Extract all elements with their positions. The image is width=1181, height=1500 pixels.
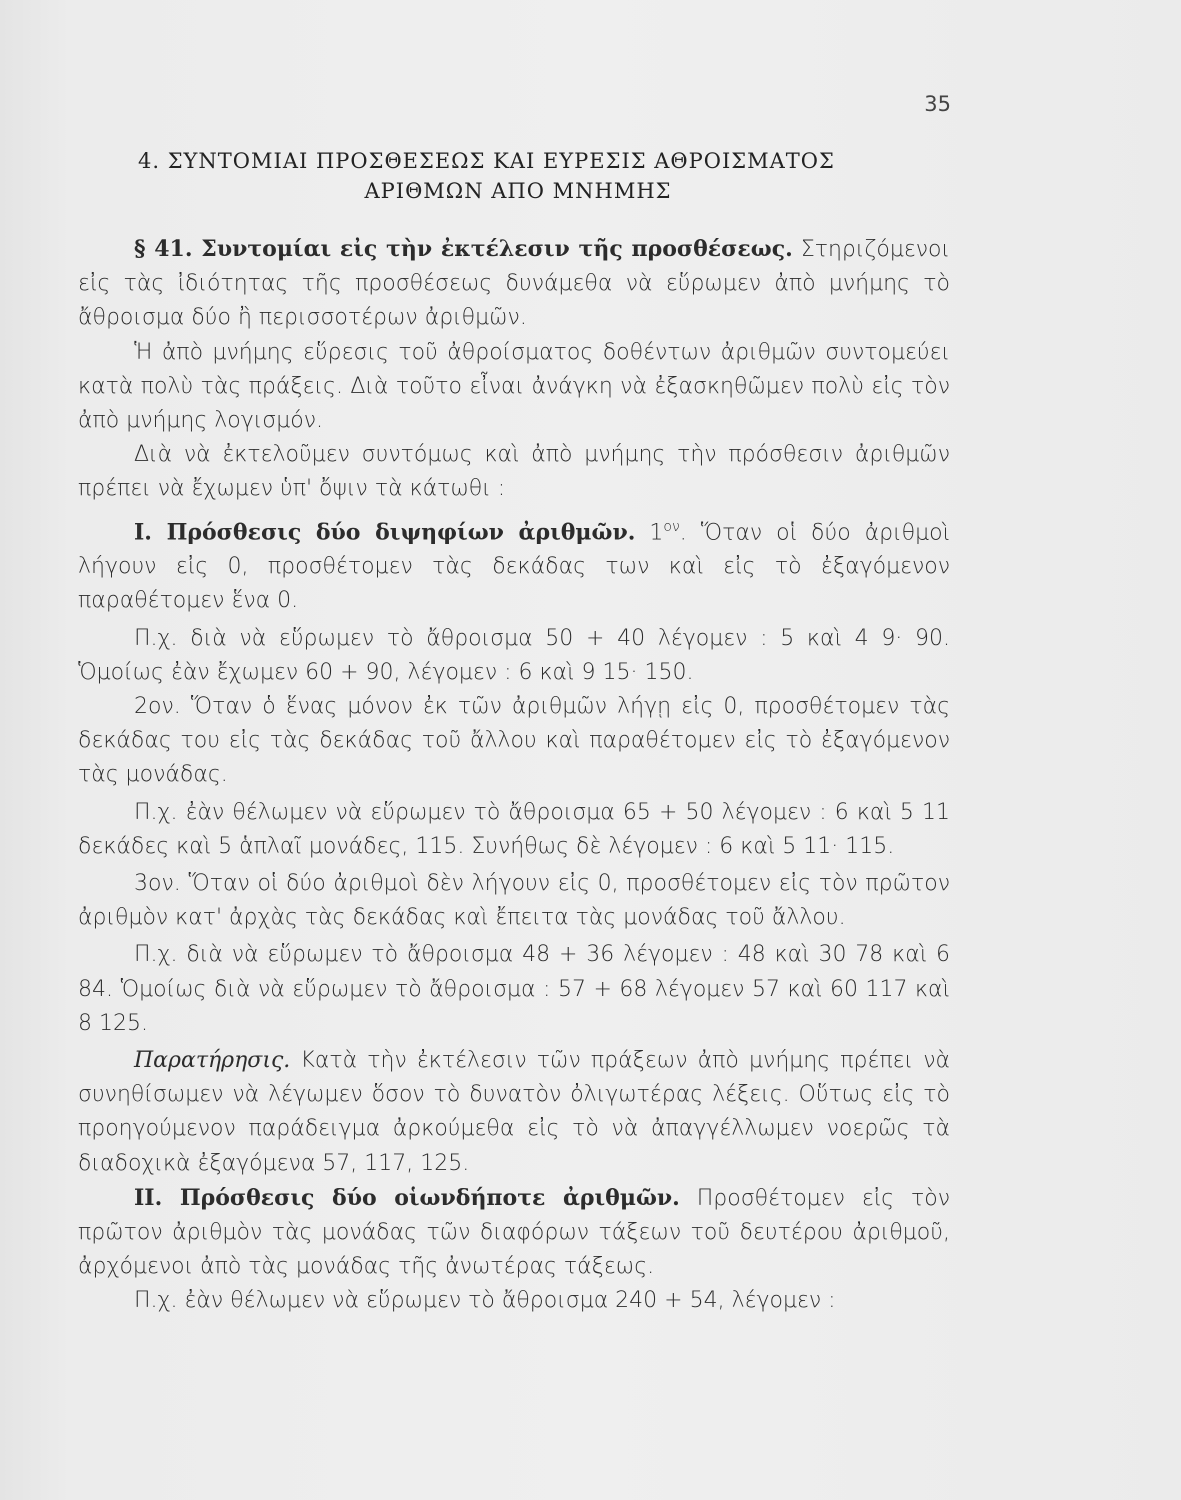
paragraph — [78, 1181, 950, 1285]
heading-line-2: ΑΡΙΘΜΩΝ ΑΠΟ ΜΝΗΜΗΣ — [364, 179, 672, 203]
paragraph: Διὰ νὰ ἐκτελοῦμεν συντόμως καὶ ἀπὸ μνήμης τὴν πρόσθεσιν ἀριθμῶν πρέπει νὰ ἔχωμεν ὑπ' ὄψιν τὰ κάτωθι : — [78, 442, 950, 502]
chapter-heading — [138, 146, 908, 206]
section-title: § 41. Συντομίαι εἰς τὴν ἐκτέλεσιν τῆς προσθέσεως. — [134, 236, 793, 262]
remark-title: Παρατήρησις. — [134, 1048, 291, 1073]
paragraph: Π.χ. ἐὰν θέλωμεν νὰ εὕρωμεν τὸ ἄθροισμα 65 + 50 λέγομεν : 6 καὶ 5 11 δεκάδες καὶ 5 ἁπλαῖ μονάδες, 115. Συνήθως δὲ λέγομεν : 6 καὶ 5 11· 115. — [78, 799, 950, 859]
ordinal-superscript: ον — [663, 518, 680, 535]
body-text — [78, 232, 950, 1319]
paragraph — [78, 510, 950, 619]
paragraph — [78, 1044, 950, 1181]
paragraph-text: Κατὰ τὴν ἐκτέλεσιν τῶν πράξεων ἀπὸ μνήμης πρέπει νὰ συνηθίσωμεν νὰ λέγωμεν ὅσον τὸ δυνατὸν ὀλιγωτέρας λέξεις. Οὕτως εἰς τὸ προηγούμενον παράδειγμα ἀρκούμεθα εἰς τὸ νὰ ἀπαγγέλλωμεν νοερῶς τὰ διαδοχικὰ ἐξαγόμενα 57, 117, 125. — [78, 1048, 950, 1176]
page-number: 35 — [924, 92, 951, 116]
paragraph: Π.χ. διὰ νὰ εὕρωμεν τὸ ἄθροισμα 50 + 40 λέγομεν : 5 καὶ 4 9· 90. Ὁμοίως ἐὰν ἔχωμεν 60 + 90, λέγομεν : 6 καὶ 9 15· 150. — [78, 625, 950, 685]
paragraph: Π.χ. ἐὰν θέλωμεν νὰ εὕρωμεν τὸ ἄθροισμα 240 + 54, λέγομεν : — [134, 1288, 836, 1314]
paragraph: 2ον. Ὅταν ὁ ἕνας μόνον ἐκ τῶν ἀριθμῶν λήγῃ εἰς 0, προσθέτομεν τὰς δεκάδας του εἰς τὰς δεκάδας τοῦ ἄλλου καὶ παραθέτομεν εἰς τὸ ἐξαγόμενον τὰς μονάδας. — [78, 693, 950, 788]
paragraph-text: Προσθέτομεν εἰς τὸν πρῶτον ἀριθμὸν τὰς μονάδας τῶν διαφόρων τάξεων τοῦ δευτέρου ἀριθμοῦ, ἀρχόμενοι ἀπὸ τὰς μονάδας τῆς ἀνωτέρας τάξεως. — [78, 1185, 951, 1280]
paragraph — [78, 232, 950, 336]
heading-line-1: 4. ΣΥΝΤΟΜΙΑΙ ΠΡΟΣΘΕΣΕΩΣ ΚΑΙ ΕΥΡΕΣΙΣ ΑΘΡΟΙΣΜΑΤΟΣ — [138, 149, 835, 173]
paragraph-text: . Ὅταν οἱ δύο ἀριθμοὶ λήγουν εἰς 0, προσθέτομεν τὰς δεκάδας των καὶ εἰς τὸ ἐξαγόμενον παραθέτομεν ἕνα 0. — [78, 519, 951, 614]
paragraph-text: Στηριζόμενοι εἰς τὰς ἰδιότητας τῆς προσθέσεως δυνάμεθα νὰ εὕρωμεν ἀπὸ μνήμης τὸ ἄθροισμα δύο ἢ περισσοτέρων ἀριθμῶν. — [78, 237, 950, 331]
section-title: I. Πρόσθεσις δύο διψηφίων ἀριθμῶν. — [134, 518, 636, 545]
paragraph: Π.χ. διὰ νὰ εὕρωμεν τὸ ἄθροισμα 48 + 36 λέγομεν : 48 καὶ 30 78 καὶ 6 84. Ὁμοίως διὰ νὰ εὕρωμεν τὸ ἄθροισμα : 57 + 68 λέγομεν 57 καὶ 60 117 καὶ 8 125. — [78, 942, 950, 1036]
paragraph-text: 1 — [635, 519, 664, 545]
paragraph: 3ον. Ὅταν οἱ δύο ἀριθμοὶ δὲν λήγουν εἰς 0, προσθέτομεν εἰς τὸν πρῶτον ἀριθμὸν κατ' ἀρχὰς τὰς δεκάδας καὶ ἔπειτα τὰς μονάδας τοῦ ἄλλου. — [78, 870, 950, 931]
section-title: II. Πρόσθεσις δύο οἱωνδήποτε ἀριθμῶν. — [134, 1184, 680, 1211]
paragraph: Ἡ ἀπὸ μνήμης εὕρεσις τοῦ ἀθροίσματος δοθέντων ἀριθμῶν συντομεύει κατὰ πολὺ τὰς πράξεις. Διὰ τοῦτο εἶναι ἀνάγκη νὰ ἐξασκηθῶμεν πολὺ εἰς τὸν ἀπὸ μνήμης λογισμόν. — [78, 339, 950, 434]
